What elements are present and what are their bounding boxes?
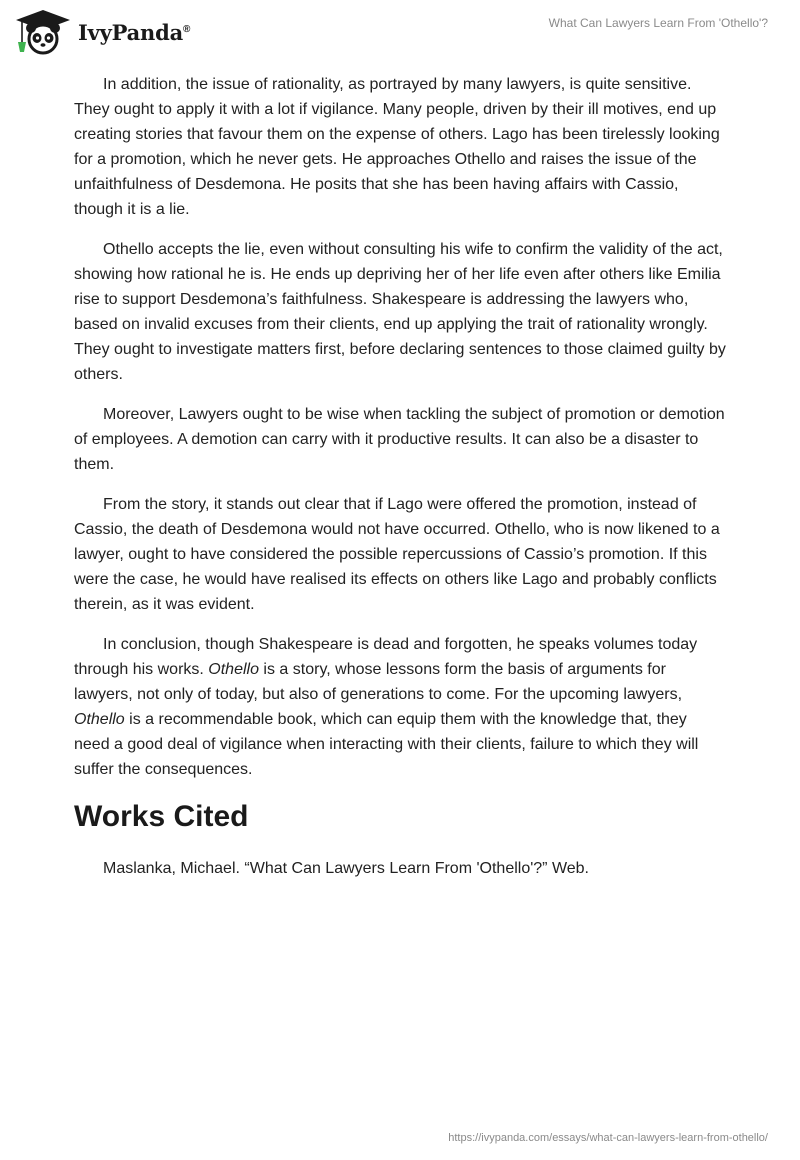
brand-name: IvyPanda®	[78, 19, 191, 45]
paragraph-5-text-2: is a story, whose lessons form the basis of arguments for lawyers, not only of today, but also of generations to come. For the upcoming lawyers,	[74, 661, 683, 703]
registered-mark: ®	[183, 23, 191, 35]
paragraph-5-text-3: is a recommendable book, which can equip them with the knowledge that, they need a good deal of vigilance when interacting with their clients, failure to which they will suffer the consequences.	[74, 711, 699, 778]
page-header	[0, 0, 800, 60]
paragraph-4: From the story, it stands out clear that if Lago were offered the promotion, instead of Cassio, the death of Desdemona would not have occurred. Othello, who is now likened to a lawyer, ought to have considered the possible repercussions of Cassio’s promotion. If this were the case, he would have realised its effects on others like Lago and probably conflicts therein, as it was evident.	[74, 496, 720, 613]
paragraph-2: Othello accepts the lie, even without consulting his wife to confirm the validity of the act, showing how rational he is. He ends up depriving her of her life even after others like Emilia rise to support Desdemona’s faithfulness. Shakespeare is addressing the lawyers who, based on invalid excuses from their clients, end up applying the trait of rationality wrongly. They ought to investigate matters first, before declaring sentences to those claimed guilty by others.	[74, 241, 726, 383]
works-cited-heading: Works Cited	[74, 800, 249, 833]
essay-content	[74, 72, 726, 881]
book-title-othello: Othello	[74, 711, 125, 728]
document-title: What Can Lawyers Learn From 'Othello'?	[548, 16, 768, 30]
citation-entry: Maslanka, Michael. “What Can Lawyers Learn From 'Othello'?” Web.	[103, 860, 589, 877]
brand-logo[interactable]	[14, 8, 190, 56]
panda-graduate-icon	[14, 8, 72, 56]
paragraph-3: Moreover, Lawyers ought to be wise when tackling the subject of promotion or demotion of employees. A demotion can carry with it productive results. It can also be a disaster to them.	[74, 406, 725, 473]
paragraph-5	[74, 632, 726, 782]
book-title-othello: Othello	[208, 661, 259, 678]
source-url[interactable]: https://ivypanda.com/essays/what-can-lawyers-learn-from-othello/	[448, 1132, 768, 1144]
paragraph-1: In addition, the issue of rationality, as portrayed by many lawyers, is quite sensitive. They ought to apply it with a lot if vigilance. Many people, driven by their ill motives, end up creating stories that favour them on the expense of others. Lago has been tirelessly looking for a promotion, which he never gets. He approaches Othello and raises the issue of the unfaithfulness of Desdemona. He posits that she has been having affairs with Cassio, though it is a lie.	[74, 76, 720, 218]
paragraph-5-text-1: In conclusion, though Shakespeare is dead and forgotten, he speaks volumes today through his works.	[74, 636, 698, 678]
